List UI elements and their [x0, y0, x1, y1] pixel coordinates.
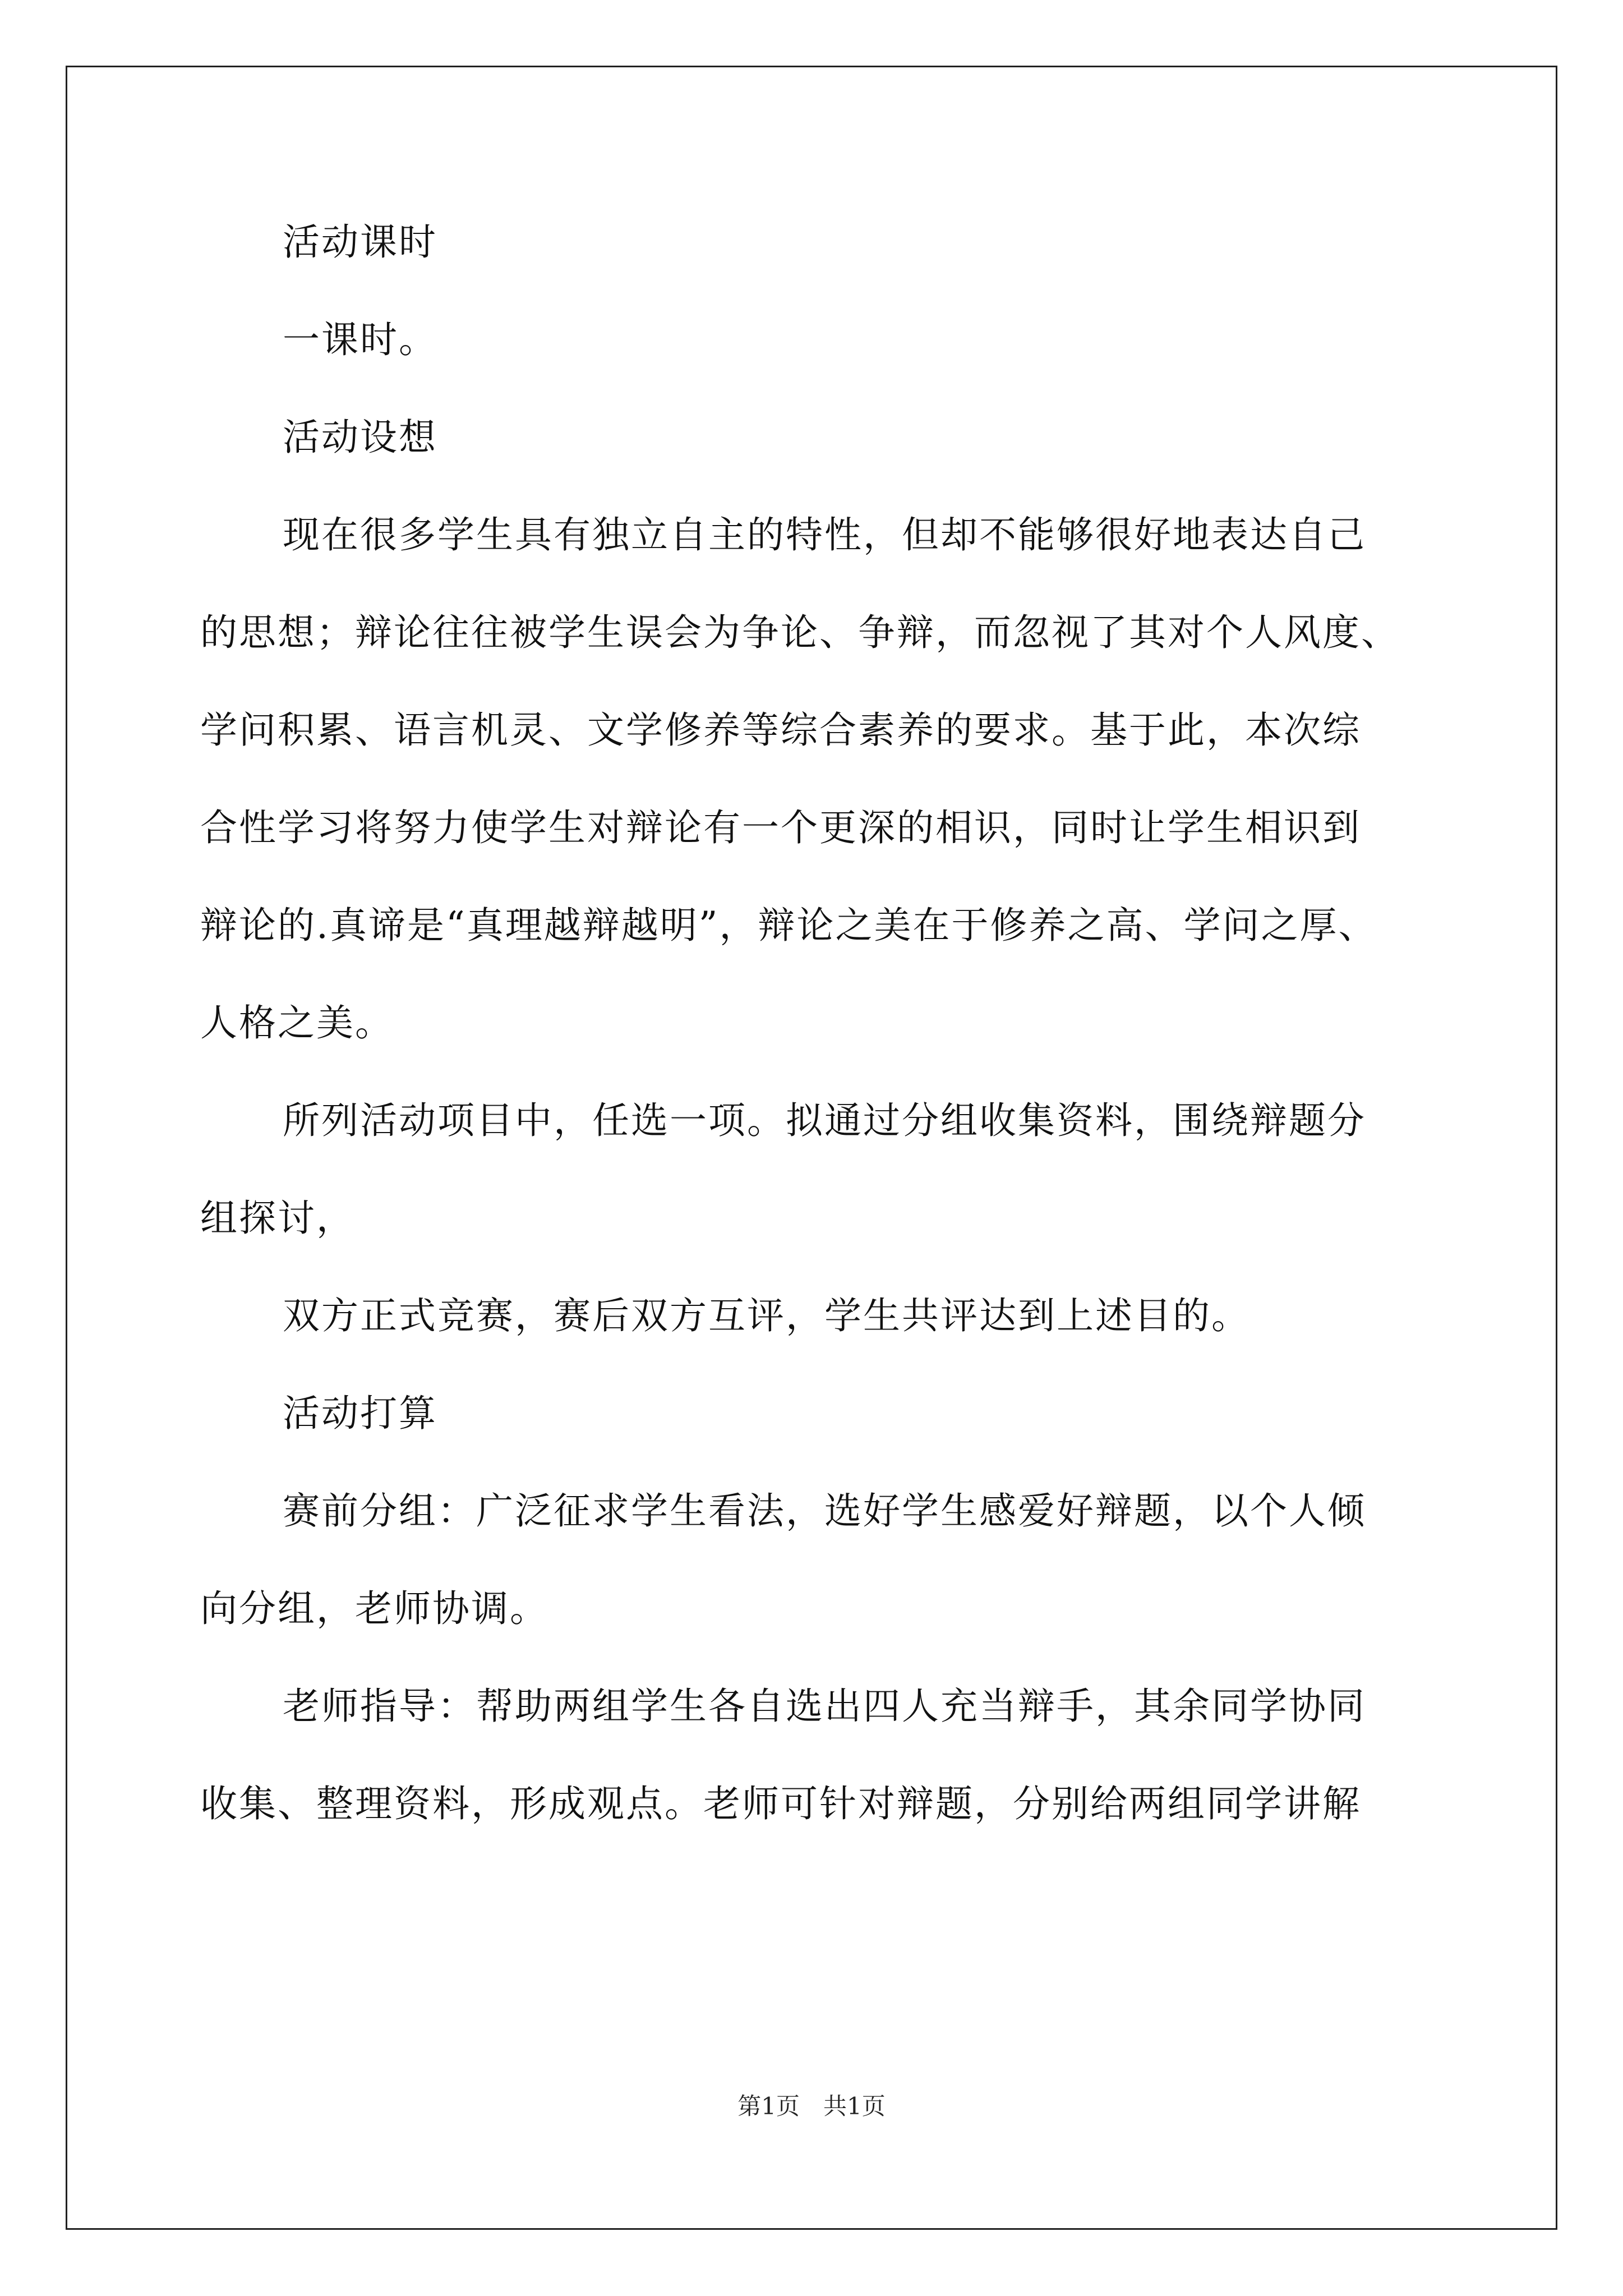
- paragraph-line: 老师指导：帮助两组学生各自选出四人充当辩手，其余同学协同: [283, 1685, 1366, 1728]
- section-heading-activity-idea: 活动设想: [283, 416, 437, 459]
- section-heading-activity-time: 活动课时: [283, 220, 437, 264]
- page-border: [66, 66, 1557, 2230]
- paragraph-line: 一课时。: [283, 318, 437, 361]
- paragraph-line: 合性学习将努力使学生对辩论有一个更深的相识，同时让学生相识到: [200, 806, 1361, 849]
- page-footer: 第1页 共1页: [737, 2092, 886, 2120]
- paragraph-line: 现在很多学生具有独立自主的特性，但却不能够很好地表达自己: [283, 513, 1366, 556]
- paragraph-line: 的思想；辩论往往被学生误会为争论、争辩，而忽视了其对个人风度、: [200, 611, 1400, 654]
- paragraph-line: 赛前分组：广泛征求学生看法，选好学生感爱好辩题，以个人倾: [283, 1489, 1366, 1533]
- paragraph-line: 学问积累、语言机灵、文学修养等综合素养的要求。基于此，本次综: [200, 708, 1361, 752]
- paragraph-line: 组探讨，: [200, 1197, 355, 1240]
- paragraph-line: 人格之美。: [200, 1001, 394, 1045]
- paragraph-line: 辩论的.真谛是“真理越辩越明”，辩论之美在于修养之高、学问之厚、: [200, 904, 1377, 947]
- paragraph-line: 双方正式竞赛，赛后双方互评，学生共评达到上述目的。: [283, 1294, 1250, 1337]
- paragraph-line: 向分组，老师协调。: [200, 1587, 548, 1630]
- section-heading-activity-plan: 活动打算: [283, 1392, 437, 1435]
- paragraph-line: 所列活动项目中，任选一项。拟通过分组收集资料，围绕辩题分: [283, 1099, 1366, 1142]
- paragraph-line: 收集、整理资料，形成观点。老师可针对辩题，分别给两组同学讲解: [200, 1782, 1361, 1825]
